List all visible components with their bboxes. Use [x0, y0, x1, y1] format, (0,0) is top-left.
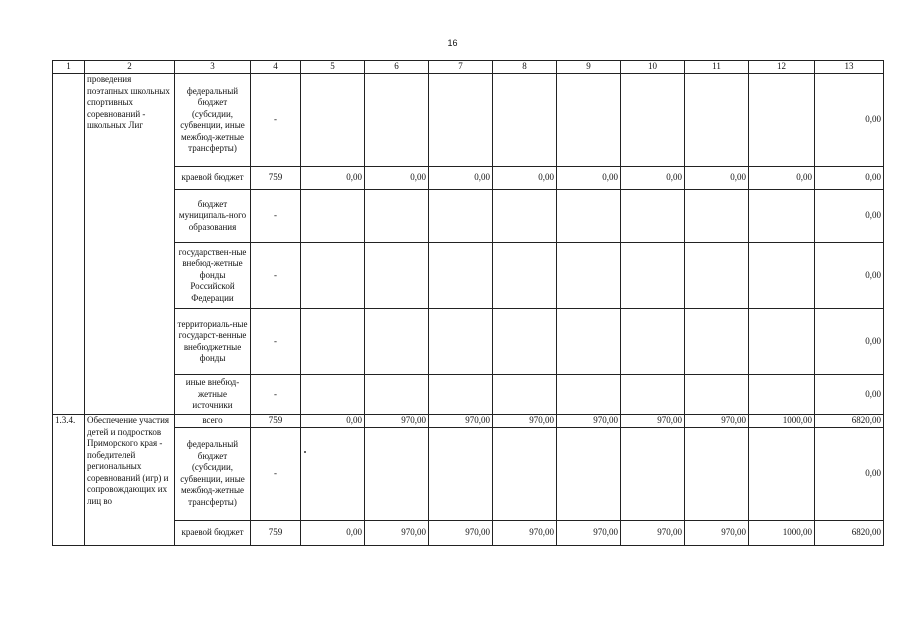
year-value-cell	[621, 309, 685, 375]
year-value-cell	[685, 375, 749, 415]
year-value-cell: 0,00	[301, 520, 365, 545]
year-value-cell: 970,00	[685, 520, 749, 545]
table-row	[53, 243, 884, 309]
year-value-cell: 970,00	[429, 520, 493, 545]
year-value-cell	[365, 190, 429, 243]
year-value-cell	[685, 190, 749, 243]
year-value-cell	[365, 74, 429, 167]
budget-code-cell: -	[251, 427, 301, 520]
table-row	[53, 309, 884, 375]
year-value-cell: 970,00	[493, 520, 557, 545]
year-value-cell: 0,00	[429, 167, 493, 190]
year-value-cell	[621, 74, 685, 167]
item-number-cell	[53, 74, 85, 415]
year-value-cell	[493, 74, 557, 167]
year-value-cell	[749, 427, 815, 520]
year-value-cell	[429, 243, 493, 309]
budget-code-cell: -	[251, 309, 301, 375]
year-value-cell: 970,00	[493, 415, 557, 428]
year-value-cell	[557, 190, 621, 243]
year-value-cell	[493, 427, 557, 520]
col-header: 11	[685, 61, 749, 74]
table-row	[53, 520, 884, 545]
year-value-cell: 970,00	[557, 415, 621, 428]
page-number: 16	[447, 38, 458, 48]
budget-code-cell: 759	[251, 167, 301, 190]
funding-source-cell: территориаль-ные государст-венные внебюджетные фонды	[175, 309, 251, 375]
year-value-cell	[621, 375, 685, 415]
year-value-cell	[301, 74, 365, 167]
year-value-cell	[493, 375, 557, 415]
year-value-cell: 0,00	[685, 167, 749, 190]
year-value-cell: 970,00	[621, 415, 685, 428]
year-value-cell	[365, 427, 429, 520]
year-value-cell: 970,00	[621, 520, 685, 545]
total-cell: 0,00	[815, 427, 884, 520]
year-value-cell	[685, 74, 749, 167]
header-row	[53, 61, 884, 74]
year-value-cell	[365, 309, 429, 375]
col-header: 7	[429, 61, 493, 74]
total-cell: 0,00	[815, 167, 884, 190]
funding-source-cell: государствен-ные внебюд-жетные фонды Российской Федерации	[175, 243, 251, 309]
year-value-cell	[557, 427, 621, 520]
table-row	[53, 74, 884, 167]
col-header: 1	[53, 61, 85, 74]
year-value-cell	[557, 375, 621, 415]
year-value-cell	[429, 375, 493, 415]
funding-source-cell: краевой бюджет	[175, 167, 251, 190]
year-value-cell: 0,00	[621, 167, 685, 190]
year-value-cell: 0,00	[749, 167, 815, 190]
table-row	[53, 427, 884, 520]
item-description-cell: проведения поэтапных школьных спортивных соревнований - школьных Лиг	[85, 74, 175, 415]
total-cell: 0,00	[815, 309, 884, 375]
year-value-cell	[749, 190, 815, 243]
item-description-cell: Обеспечение участия детей и подростков Приморского края - победителей региональных соревнований (игр) и сопровождающих их лиц во	[85, 415, 175, 546]
col-header: 5	[301, 61, 365, 74]
funding-source-cell: федеральный бюджет (субсидии, субвенции, иные межбюд-жетные трансферты)	[175, 427, 251, 520]
year-value-cell	[365, 375, 429, 415]
col-header: 8	[493, 61, 557, 74]
col-header: 2	[85, 61, 175, 74]
year-value-cell	[557, 243, 621, 309]
budget-code-cell: -	[251, 74, 301, 167]
year-value-cell: 0,00	[301, 167, 365, 190]
year-value-cell: 0,00	[365, 167, 429, 190]
year-value-cell	[557, 309, 621, 375]
funding-source-cell: иные внебюд-жетные источники	[175, 375, 251, 415]
year-value-cell: 970,00	[365, 520, 429, 545]
year-value-cell	[429, 74, 493, 167]
year-value-cell	[301, 309, 365, 375]
year-value-cell	[621, 190, 685, 243]
table-row	[53, 415, 884, 428]
funding-source-cell: краевой бюджет	[175, 520, 251, 545]
table-row	[53, 167, 884, 190]
total-cell: 6820,00	[815, 415, 884, 428]
year-value-cell	[749, 309, 815, 375]
year-value-cell	[749, 74, 815, 167]
year-value-cell	[493, 309, 557, 375]
year-value-cell	[685, 243, 749, 309]
year-value-cell	[749, 375, 815, 415]
year-value-cell: 0,00	[557, 167, 621, 190]
year-value-cell	[301, 190, 365, 243]
col-header: 4	[251, 61, 301, 74]
total-cell: 0,00	[815, 74, 884, 167]
year-value-cell	[621, 427, 685, 520]
budget-code-cell: -	[251, 243, 301, 309]
year-value-cell	[749, 243, 815, 309]
year-value-cell	[493, 190, 557, 243]
year-value-cell	[301, 243, 365, 309]
year-value-cell	[301, 375, 365, 415]
total-cell: 0,00	[815, 375, 884, 415]
col-header: 6	[365, 61, 429, 74]
item-number-cell: 1.3.4.	[53, 415, 85, 546]
year-value-cell	[429, 309, 493, 375]
year-value-cell: 0,00	[301, 415, 365, 428]
budget-code-cell: -	[251, 190, 301, 243]
year-value-cell	[557, 74, 621, 167]
table-row	[53, 190, 884, 243]
scan-speck	[304, 451, 306, 453]
total-cell: 6820,00	[815, 520, 884, 545]
year-value-cell	[301, 427, 365, 520]
year-value-cell: 970,00	[685, 415, 749, 428]
col-header: 3	[175, 61, 251, 74]
year-value-cell: 0,00	[493, 167, 557, 190]
year-value-cell	[685, 427, 749, 520]
year-value-cell	[493, 243, 557, 309]
year-value-cell: 970,00	[429, 415, 493, 428]
col-header: 10	[621, 61, 685, 74]
col-header: 9	[557, 61, 621, 74]
budget-code-cell: -	[251, 375, 301, 415]
year-value-cell	[685, 309, 749, 375]
funding-source-cell: бюджет муниципаль-ного образования	[175, 190, 251, 243]
budget-code-cell: 759	[251, 520, 301, 545]
budget-code-cell: 759	[251, 415, 301, 428]
budget-table	[52, 60, 884, 546]
year-value-cell: 1000,00	[749, 520, 815, 545]
funding-source-cell: всего	[175, 415, 251, 428]
year-value-cell: 970,00	[557, 520, 621, 545]
total-cell: 0,00	[815, 190, 884, 243]
year-value-cell: 1000,00	[749, 415, 815, 428]
table-row	[53, 375, 884, 415]
year-value-cell	[621, 243, 685, 309]
total-cell: 0,00	[815, 243, 884, 309]
col-header: 12	[749, 61, 815, 74]
year-value-cell	[429, 190, 493, 243]
col-header: 13	[815, 61, 884, 74]
year-value-cell: 970,00	[365, 415, 429, 428]
funding-source-cell: федеральный бюджет (субсидии, субвенции, иные межбюд-жетные трансферты)	[175, 74, 251, 167]
year-value-cell	[429, 427, 493, 520]
year-value-cell	[365, 243, 429, 309]
